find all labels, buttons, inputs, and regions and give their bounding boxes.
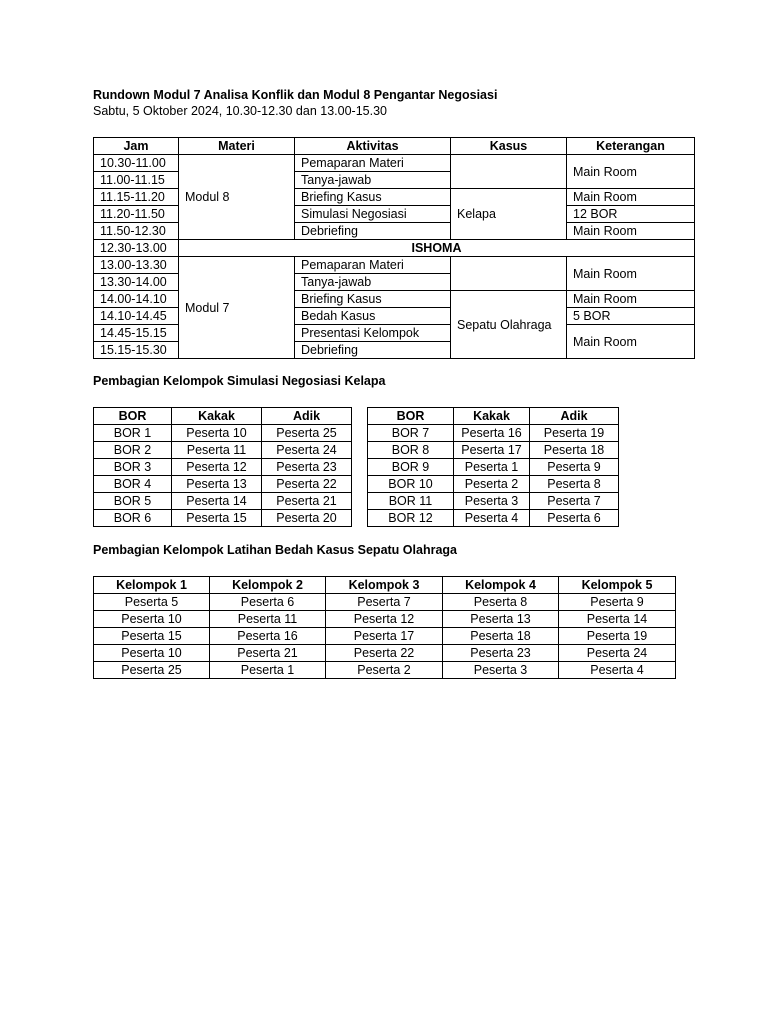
header-kakak: Kakak [454, 408, 530, 425]
bor-left-body [94, 425, 352, 527]
table-cell: Peserta 5 [94, 594, 210, 611]
document-subtitle: Sabtu, 5 Oktober 2024, 10.30-12.30 dan 13.00-15.30 [93, 104, 387, 118]
time-cell: 13.30-14.00 [94, 274, 179, 291]
table-cell: BOR 10 [368, 476, 454, 493]
table-cell: BOR 8 [368, 442, 454, 459]
time-cell: 10.30-11.00 [94, 155, 179, 172]
table-cell: Peserta 20 [262, 510, 352, 527]
table-cell: BOR 12 [368, 510, 454, 527]
header-bor: BOR [368, 408, 454, 425]
table-cell: BOR 7 [368, 425, 454, 442]
keterangan-cell: Main Room [567, 325, 695, 359]
table-cell: Peserta 13 [172, 476, 262, 493]
table-cell: BOR 11 [368, 493, 454, 510]
table-cell: Peserta 24 [559, 645, 676, 662]
table-cell: Peserta 21 [210, 645, 326, 662]
table-cell: BOR 4 [94, 476, 172, 493]
rundown-header-row [94, 138, 695, 155]
kasus-cell: Kelapa [451, 189, 567, 240]
keterangan-cell: 12 BOR [567, 206, 695, 223]
activity-cell: Tanya-jawab [295, 274, 451, 291]
table-cell: BOR 9 [368, 459, 454, 476]
section-title-simulasi: Pembagian Kelompok Simulasi Negosiasi Kelapa [93, 374, 386, 388]
header-kelompok-3: Kelompok 3 [326, 577, 443, 594]
table-cell: Peserta 19 [530, 425, 619, 442]
table-cell: Peserta 7 [530, 493, 619, 510]
table-cell: Peserta 6 [530, 510, 619, 527]
kelompok-body [94, 594, 676, 679]
table-cell: Peserta 18 [530, 442, 619, 459]
keterangan-cell: Main Room [567, 189, 695, 206]
table-cell: Peserta 16 [454, 425, 530, 442]
table-cell: Peserta 8 [443, 594, 559, 611]
table-cell: BOR 1 [94, 425, 172, 442]
bor-table-left [93, 407, 352, 527]
keterangan-cell: 5 BOR [567, 308, 695, 325]
activity-cell: Pemaparan Materi [295, 257, 451, 274]
header-kelompok-4: Kelompok 4 [443, 577, 559, 594]
kelompok-header-row [94, 577, 676, 594]
table-cell: Peserta 19 [559, 628, 676, 645]
table-cell: Peserta 23 [262, 459, 352, 476]
header-jam: Jam [94, 138, 179, 155]
header-kasus: Kasus [451, 138, 567, 155]
table-cell: Peserta 2 [326, 662, 443, 679]
table-row [94, 662, 676, 679]
table-cell: BOR 2 [94, 442, 172, 459]
table-cell: Peserta 12 [172, 459, 262, 476]
table-row [94, 493, 352, 510]
time-cell: 14.00-14.10 [94, 291, 179, 308]
header-adik: Adik [530, 408, 619, 425]
kasus-cell-empty [451, 155, 567, 189]
table-cell: Peserta 11 [172, 442, 262, 459]
activity-cell: Debriefing [295, 223, 451, 240]
activity-cell: Pemaparan Materi [295, 155, 451, 172]
table-row [368, 476, 619, 493]
header-kakak: Kakak [172, 408, 262, 425]
table-cell: Peserta 14 [172, 493, 262, 510]
table-cell: Peserta 17 [454, 442, 530, 459]
table-cell: Peserta 23 [443, 645, 559, 662]
table-row [368, 493, 619, 510]
materi-cell: Modul 8 [179, 155, 295, 240]
keterangan-cell: Main Room [567, 291, 695, 308]
activity-cell: Briefing Kasus [295, 189, 451, 206]
bor-header-row [368, 408, 619, 425]
table-row [94, 257, 695, 274]
header-kelompok-2: Kelompok 2 [210, 577, 326, 594]
activity-cell: Simulasi Negosiasi [295, 206, 451, 223]
bor-header-row [94, 408, 352, 425]
header-adik: Adik [262, 408, 352, 425]
activity-cell: Briefing Kasus [295, 291, 451, 308]
table-row [94, 510, 352, 527]
table-cell: Peserta 13 [443, 611, 559, 628]
materi-cell: Modul 7 [179, 257, 295, 359]
time-cell: 11.50-12.30 [94, 223, 179, 240]
table-cell: Peserta 25 [262, 425, 352, 442]
kasus-cell: Sepatu Olahraga [451, 291, 567, 359]
table-cell: Peserta 10 [94, 611, 210, 628]
table-cell: Peserta 15 [94, 628, 210, 645]
table-row [94, 611, 676, 628]
table-row [368, 425, 619, 442]
table-cell: Peserta 9 [530, 459, 619, 476]
time-cell: 13.00-13.30 [94, 257, 179, 274]
header-kelompok-5: Kelompok 5 [559, 577, 676, 594]
time-cell: 14.45-15.15 [94, 325, 179, 342]
table-cell: Peserta 15 [172, 510, 262, 527]
time-cell: 11.20-11.50 [94, 206, 179, 223]
table-row [94, 425, 352, 442]
activity-cell: Bedah Kasus [295, 308, 451, 325]
table-cell: BOR 5 [94, 493, 172, 510]
activity-cell: Presentasi Kelompok [295, 325, 451, 342]
table-row [94, 442, 352, 459]
section-title-bedah-kasus: Pembagian Kelompok Latihan Bedah Kasus Sepatu Olahraga [93, 543, 457, 557]
table-cell: Peserta 11 [210, 611, 326, 628]
table-row [94, 476, 352, 493]
kasus-cell-empty [451, 257, 567, 291]
table-cell: Peserta 4 [559, 662, 676, 679]
keterangan-cell: Main Room [567, 257, 695, 291]
keterangan-cell: Main Room [567, 155, 695, 189]
table-cell: Peserta 9 [559, 594, 676, 611]
table-cell: Peserta 25 [94, 662, 210, 679]
time-cell: 14.10-14.45 [94, 308, 179, 325]
table-cell: Peserta 12 [326, 611, 443, 628]
header-aktivitas: Aktivitas [295, 138, 451, 155]
table-row [94, 594, 676, 611]
rundown-table [93, 137, 695, 359]
table-cell: Peserta 7 [326, 594, 443, 611]
table-cell: Peserta 8 [530, 476, 619, 493]
header-kelompok-1: Kelompok 1 [94, 577, 210, 594]
table-cell: Peserta 18 [443, 628, 559, 645]
table-row [94, 155, 695, 172]
bor-right-body [368, 425, 619, 527]
table-cell: Peserta 4 [454, 510, 530, 527]
table-cell: Peserta 3 [443, 662, 559, 679]
header-bor: BOR [94, 408, 172, 425]
table-cell: BOR 6 [94, 510, 172, 527]
header-materi: Materi [179, 138, 295, 155]
table-cell: Peserta 22 [262, 476, 352, 493]
table-cell: Peserta 6 [210, 594, 326, 611]
table-row [94, 628, 676, 645]
table-cell: Peserta 24 [262, 442, 352, 459]
table-cell: Peserta 17 [326, 628, 443, 645]
ishoma-cell: ISHOMA [179, 240, 695, 257]
table-row [368, 510, 619, 527]
header-keterangan: Keterangan [567, 138, 695, 155]
keterangan-cell: Main Room [567, 223, 695, 240]
table-cell: Peserta 1 [210, 662, 326, 679]
time-cell: 12.30-13.00 [94, 240, 179, 257]
table-cell: Peserta 2 [454, 476, 530, 493]
table-cell: Peserta 22 [326, 645, 443, 662]
time-cell: 15.15-15.30 [94, 342, 179, 359]
table-cell: BOR 3 [94, 459, 172, 476]
table-row [94, 240, 695, 257]
table-cell: Peserta 10 [94, 645, 210, 662]
table-row [94, 459, 352, 476]
table-cell: Peserta 3 [454, 493, 530, 510]
table-row [94, 645, 676, 662]
activity-cell: Tanya-jawab [295, 172, 451, 189]
table-row [368, 442, 619, 459]
activity-cell: Debriefing [295, 342, 451, 359]
document-title: Rundown Modul 7 Analisa Konflik dan Modul 8 Pengantar Negosiasi [93, 88, 498, 102]
time-cell: 11.00-11.15 [94, 172, 179, 189]
table-cell: Peserta 21 [262, 493, 352, 510]
table-cell: Peserta 16 [210, 628, 326, 645]
bor-table-right [367, 407, 619, 527]
kelompok-table [93, 576, 676, 679]
time-cell: 11.15-11.20 [94, 189, 179, 206]
table-cell: Peserta 10 [172, 425, 262, 442]
table-cell: Peserta 1 [454, 459, 530, 476]
table-row [368, 459, 619, 476]
table-cell: Peserta 14 [559, 611, 676, 628]
